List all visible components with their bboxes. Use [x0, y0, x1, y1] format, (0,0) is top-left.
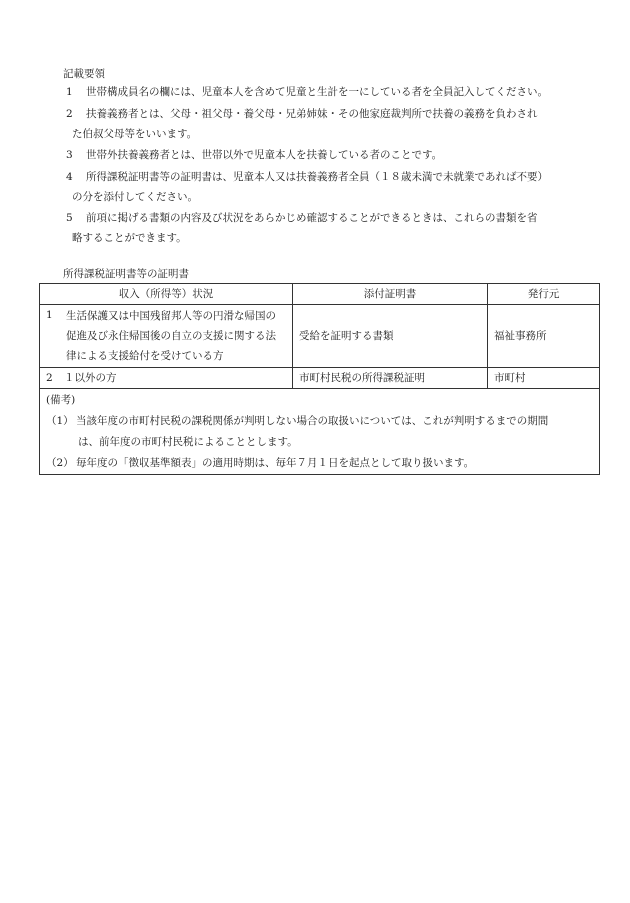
- table-row: [40, 305, 600, 368]
- row-number: 2: [46, 372, 53, 384]
- remarks-label: (備考): [46, 394, 76, 406]
- note-item-3: [66, 145, 442, 165]
- attached-certificate-cell: 受給を証明する書類: [293, 305, 488, 368]
- remark-item-2: [46, 453, 593, 474]
- note-item-2: [66, 104, 538, 144]
- remark-number: （2）: [46, 457, 74, 469]
- certificate-section-title: 所得課税証明書等の証明書: [63, 268, 189, 280]
- income-status-text: 生活保護又は中国残留邦人等の円滑な帰国の促進及び永住帰国後の自立の支援に関する法律による支援給付を受けている方: [66, 310, 276, 362]
- note-text-continued: 略することができます。: [72, 232, 187, 244]
- remark-number: （1）: [46, 415, 74, 427]
- remark-text: 当該年度の市町村民税の課税関係が判明しない場合の取扱いについては、これが判明するまでの期間: [76, 415, 549, 427]
- remark-text-continued: は、前年度の市町村民税によることとします。: [78, 436, 298, 448]
- issuer-cell: 福祉事務所: [488, 305, 600, 368]
- note-number: 2: [66, 108, 73, 120]
- remark-text: 毎年度の「徴収基準額表」の適用時期は、毎年７月１日を起点として取り扱います。: [76, 457, 475, 469]
- certificate-table: [39, 283, 600, 475]
- remarks-row: [40, 389, 600, 475]
- note-number: 1: [66, 86, 73, 98]
- note-text: 所得課税証明書等の証明書は、児童本人又は扶養義務者全員（１８歳未満で未就業であれば不要）: [86, 171, 548, 183]
- remark-item-1: [46, 411, 593, 453]
- note-item-4: [66, 167, 548, 207]
- note-item-5: [66, 208, 538, 248]
- note-number: 5: [66, 212, 73, 224]
- note-text: 世帯外扶養義務者とは、世帯以外で児童本人を扶養している者のことです。: [86, 149, 443, 161]
- table-header-row: [40, 284, 600, 305]
- note-text: 世帯構成員名の欄には、児童本人を含めて児童と生計を一にしている者を全員記入してください。: [86, 86, 548, 98]
- column-header-issuer: 発行元: [488, 284, 600, 305]
- income-status-text: １以外の方: [64, 372, 117, 384]
- column-header-income-status: 収入（所得等）状況: [40, 284, 293, 305]
- note-item-1: [66, 82, 548, 102]
- issuer-cell: 市町村: [488, 368, 600, 389]
- note-text-continued: の分を添付してください。: [72, 191, 198, 203]
- remarks-cell: [40, 389, 600, 475]
- note-text-continued: た伯叔父母等をいいます。: [72, 128, 198, 140]
- income-status-cell: [40, 305, 293, 368]
- note-text: 扶養義務者とは、父母・祖父母・養父母・兄弟姉妹・その他家庭裁判所で扶養の義務を負わされ: [86, 108, 538, 120]
- notes-title: 記載要領: [63, 68, 105, 80]
- note-number: 4: [66, 171, 73, 183]
- note-number: 3: [66, 149, 73, 161]
- attached-certificate-cell: 市町村民税の所得課税証明: [293, 368, 488, 389]
- column-header-attached-certificate: 添付証明書: [293, 284, 488, 305]
- row-number: 1: [46, 309, 53, 321]
- table-row: [40, 368, 600, 389]
- note-text: 前項に掲げる書類の内容及び状況をあらかじめ確認することができるときは、これらの書類を省: [86, 212, 538, 224]
- income-status-cell: [40, 368, 293, 389]
